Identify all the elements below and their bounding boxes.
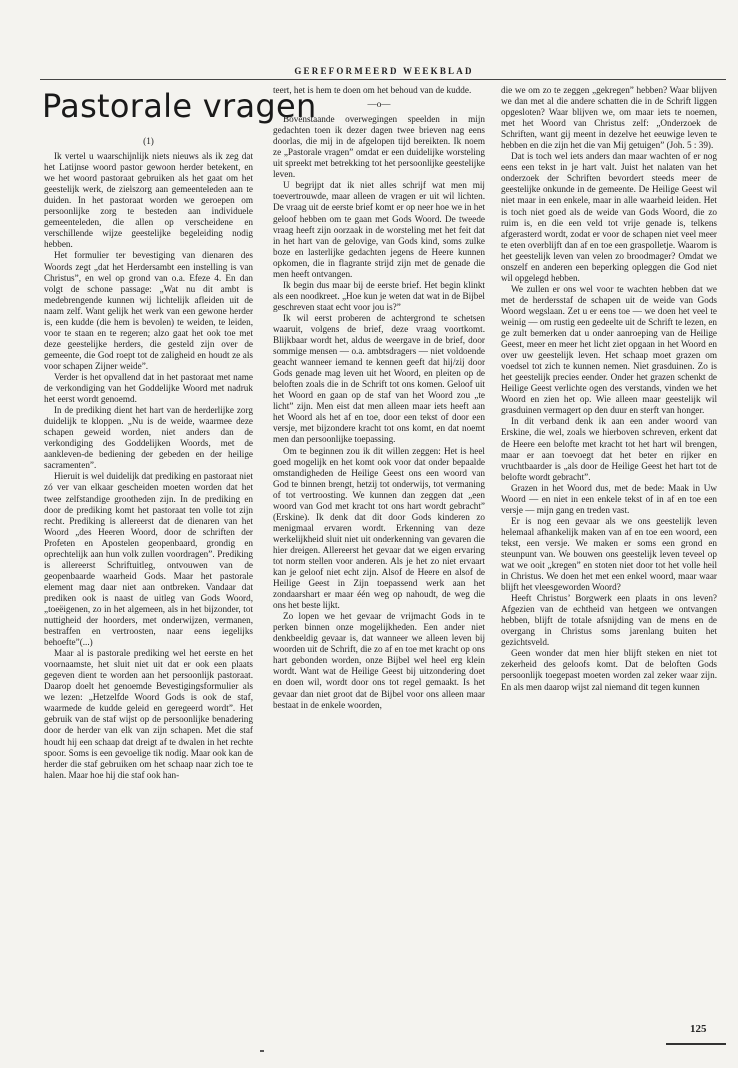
paragraph: Dat is toch wel iets anders dan maar wachten of er nog eens een tekst in je hart valt. Juist het nalaten van het onderzoek der Schriften bevordert steeds meer de geestelijke onkunde in de gemeente. De Heilige Geest wil niet maar in een enkele, maar in alle waarheid leiden. Het is toch niet goed als de weide van Gods Woord, die zo ruim is, en die een veld tot vrije genade is, telkens afgerasterd wordt, zodat er voor de schapen niet veel meer te eten overblijft dan af en toe een graspolletje. Waarom is het geestelijk leven van velen zo broodmager? Omdat we onszelf en anderen een beperking opleggen die God niet wil opgelegd hebben. [501, 151, 717, 283]
footer-rule [666, 1043, 726, 1045]
paragraph: In dit verband denk ik aan een ander woord van Erskine, die wel, zoals we hierboven schreven, erkent dat de Heere een belofte met kracht tot het hart wil brengen, maar er aan toevoegt dat het beter en rijker en vruchtbaarder is „als door de Heilige Geest het hart tot de belofte wordt gebracht”. [501, 416, 717, 482]
paragraph: Ik vertel u waarschijnlijk niets nieuws als ik zeg dat het Latijnse woord pastor gewoon herder betekent, en we het woord pastoraat gebruiken als het gaat om het geestelijk werk, de zielszorg aan gemeenteleden aan te duiden. In het pastoraat worden we geroepen om persoonlijke zorg te besteden aan individuele gemeenteleden, die allen op verscheidene en verschillende wijze geestelijke begeleiding nodig hebben. [44, 151, 253, 250]
column-1 [44, 133, 253, 1045]
part-number: (1) [143, 136, 154, 146]
column-2 [273, 85, 485, 1045]
column-3 [501, 85, 717, 1045]
paragraph: teert, het is hem te doen om het behoud van de kudde. [273, 85, 472, 95]
section-separator: —o— [367, 99, 391, 110]
paragraph: Bovenstaande overwegingen speelden in mijn gedachten toen ik dezer dagen twee brieven nag eens doorlas, die mij in de afgelopen tijd bereikten. Ik noem ze „Pastorale vragen” omdat er een duidelijke worsteling uit spreekt met betrekking tot het persoonlijke geestelijke leven. [273, 114, 485, 180]
running-head: GEREFORMEERD WEEKBLAD [294, 66, 474, 76]
paragraph: Maar al is pastorale prediking wel het eerste en het voornaamste, het sluit niet uit dat er ook een plaats gegeven dient te worden aan het persoonlijk pastoraat. Daarop doelt het genoemde Bevestigingsformulier als we lezen: „Hetzelfde Woord Gods is ook de staf, waarmede de kudde geleid en geregeerd wordt”. Het gebruik van de staf wijst op de persoonlijke benadering door de herder van elk van zijn schapen. Met die staf houdt hij een schaap dat dreigt af te dwalen in het rechte spoor. Soms is een gevoelige tik nodig. Maar ook kan de herder die staf gebruiken om het schaap naar zich toe te halen. Maar hoe hij die staf ook han- [44, 648, 253, 780]
paragraph: Om te beginnen zou ik dit willen zeggen: Het is heel goed mogelijk en het komt ook voor dat onder bepaalde omstandigheden de Heilige Geest ons een woord van God te binnen brengt, hetzij tot onderwijs, tot vermaning of tot vertroosting. We kunnen dan zeggen dat „een woord van God met kracht tot ons hart wordt gebracht” (Erskine). Ik denk dat dit door Gods kinderen zo menigmaal ervaren wordt. Erkenning van deze werkelijkheid sluit niet uit onderkenning van gevaren die hier dreigen. Allereerst het gevaar dat we eigen ervaring tot norm stellen voor anderen. Als je het zo niet ervaart kan je geloof niet echt zijn. Alsof de Heere en alsof de Heilige Geest in Zijn toepassend werk aan het zondaarshart er maar één weg op nahoudt, de weg die ons het beste lijkt. [273, 445, 485, 611]
paragraph: Er is nog een gevaar als we ons geestelijk leven helemaal afhankelijk maken van af en toe een woord, een tekst, een versje. We maken er soms een grond en steunpunt van. We bouwen ons geestelijk leven teveel op wat we ooit „kregen” en stoten niet door tot het volle heil in Christus. We doen het met een enkel woord, maar waar blijft het vleesgeworden Woord? [501, 515, 717, 593]
paragraph: Ik begin dus maar bij de eerste brief. Het begin klinkt als een noodkreet. „Hoe kun je weten dat wat in de Bijbel geschreven staat echt voor jou is?” [273, 279, 485, 312]
paragraph: In de prediking dient het hart van de herderlijke zorg duidelijk te kloppen. „Nu is de weide, waarmee deze schapen geweid worden, niet anders dan de verkondiging des Goddelijken Woords, met de aankleven-de bediening der gebeden en der heilige sacramenten”. [44, 405, 253, 471]
paragraph: We zullen er ons wel voor te wachten hebben dat we met de herdersstaf de schapen uit de weide van Gods Woord wegslaan. Zet u er eens toe — we doen het veel te weinig — om rustig een gedeelte uit de Schrift te lezen, en ge zult bemerken dat u onder aanroeping van de Heilige Geest, meer en meer het licht ziet opgaan in het Woord en over uw geestelijk leven. Het schaap moet grazen om voedsel tot zich te kunnen nemen. Niet grasduinen. Zo is het geestelijk precies eender. Onder het grazen schenkt de Heilige Geest verlichte ogen des verstands, vinden we het Woord en zien het op. Wie alleen maar geestelijk wil grasduinen vermagert op den duur en sterft van honger. [501, 283, 717, 416]
header-rule [40, 79, 726, 80]
page-number: 125 [690, 1023, 707, 1035]
paragraph: Geen wonder dat men hier blijft steken en niet tot zekerheid des geloofs komt. Dat de beloften Gods persoonlijk toegepast moeten worden zal zeker waar zijn. En als men daarop wijst zal niemand dit tegen kunnen [501, 648, 717, 692]
paragraph: Zo lopen we het gevaar de vrijmacht Gods in te perken binnen onze mogelijkheden. Een ander niet denkbeeldig gevaar is, dat wanneer we alleen leven bij woorden uit de Schrift, die zo af en toe met kracht op ons hart gebonden worden, onze Bijbel wel heel erg klein wordt. Want wat de Heilige Geest bij uitzondering doet en doen wil, wordt door ons tot regel gemaakt. Is het gevaar dan niet groot dat de Bijbel voor ons alleen maar bestaat in de enkele woorden, [273, 611, 485, 710]
article-title: Pastorale vragen [42, 87, 317, 125]
paragraph: Heeft Christus’ Borgwerk een plaats in ons leven? Afgezien van de echtheid van hetgeen we ontvangen hebben, blijft de totale afsnijding van de mens en de overgang in Christus soms jarenlang buiten het gezichtsveld. [501, 593, 717, 648]
paragraph: Hieruit is wel duidelijk dat prediking en pastoraat niet zó ver van elkaar gescheiden moeten worden dat het twee zelfstandige grootheden zijn. In de prediking en door de prediking komt het pastoraat ten volle tot zijn recht. Prediking is allereerst dat de dienaren van het Woord „des Heeren Woord, door de schriften der Profeten en Apostelen geopenbaard, grondig en oprechtelijk aan hun volk zullen voordragen”. Prediking is allereerst Schriftuitleg, ontvouwen van de geopenbaarde waarheid Gods. Maar het pastorale element mag daar niet aan ontbreken. Vandaar dat prediken ook is naast de uitleg van Gods Woord, „toeëigenen, zo in het algemeen, als in het bijzonder, tot nuttigheid der hoorders, met onderwijzen, vermanen, bestraffen en vertroosten, naar eens iegelijks behoefte”(...) [44, 471, 253, 648]
paragraph: Verder is het opvallend dat in het pastoraat met name de verkondiging van het Goddelijke Woord met nadruk het eerst wordt genoemd. [44, 371, 253, 405]
paragraph: Ik wil eerst proberen de achtergrond te schetsen waaruit, volgens de brief, deze vraag voortkomt. Blijkbaar wordt het, aldus de weergave in de brief, door sommige mensen — o.a. ambtsdragers — niet voldoende geacht wanneer iemand te kennen geeft dat hij/zij door Gods genade mag leven uit het Woord, en pleiten op de beloften zoals die in de Schrift tot ons komen. Geloof uit het Woord en gaan op de staf van het Woord zou „te licht” zijn. Men eist dat men alleen maar iets heeft aan het Woord als het af en toe, door een tekst of door een versje, met bijzondere kracht tot ons komt, en dat noemt men dan persoonlijke toepassing. [273, 312, 485, 445]
paragraph: U begrijpt dat ik niet alles schrijf wat men mij toevertrouwde, maar alleen de vragen er uit wil lichten. De vraag uit de eerste brief komt er op neer hoe we in het geloof hebben om te gaan met Gods Woord. De tweede vraag heeft zijn oorzaak in de worsteling met het feit dat in het hart van de gelovige, van Gods kind, soms zulke boze en lasterlijke gedachten jegens de Heere kunnen opkomen, die in flagrante strijd zijn met de genade die men heeft ontvangen. [273, 180, 485, 279]
paragraph: Grazen in het Woord dus, met de bede: Maak in Uw Woord — en niet in een enkele tekst of in af en toe een versje — mijn gang en treden vast. [501, 482, 717, 515]
paragraph: Het formulier ter bevestiging van dienaren des Woords zegt „dat het Herdersambt een instelling is van Christus”, en wel op grond van o.a. Efeze 4. En dan volgt de schone passage: „Wat nu dit ambt is medebrengende kunnen wij lichtelijk afleiden uit de naam zelf. Want gelijk het werk van een gewone herder is, een kudde (die hem is bevolen) te weiden, te leiden, voor te staan en te regeren; alzo gaat het ook toe met deze geestelijke herders, die gesteld zijn over de gemeente, die God roept tot de zaligheid en houdt ze als voor schapen Zijner weide”. [44, 250, 253, 371]
paragraph: die we om zo te zeggen „gekregen” hebben? Waar blijven we dan met al die andere schatten die in de Schrift liggen opgesloten? Waar blijven we, om maar iets te noemen, met het Woord van Christus zelf: „Onderzoek de Schriften, want gij meent in dezelve het eeuwige leven te hebben en die zijn het die van Mij getuigen” (Joh. 5 : 39). [501, 85, 717, 151]
print-mark [260, 1050, 264, 1052]
